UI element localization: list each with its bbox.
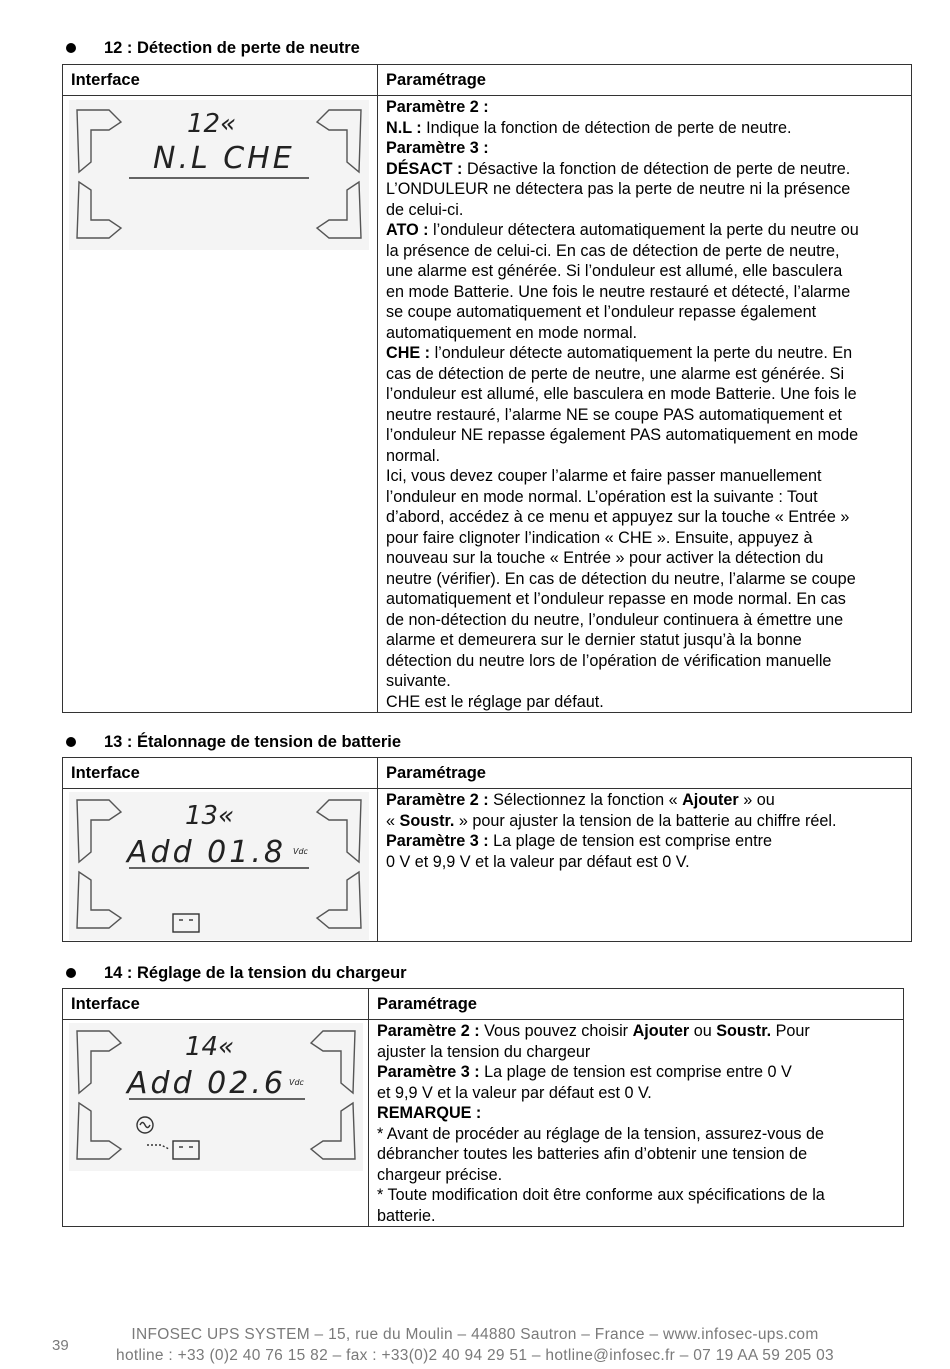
param-line [386, 651, 907, 672]
param-value: La plage de tension est comprise entre 0 V [479, 1063, 792, 1081]
param-value: se coupe automatiquement et l’onduleur repasse également [386, 303, 817, 321]
param-lines [386, 97, 907, 712]
param-line [386, 610, 907, 631]
lcd-unit: Vdc [293, 847, 308, 856]
col-header-parametrage: Paramétrage [369, 989, 904, 1020]
param-line [386, 384, 907, 405]
lcd-panel [63, 789, 378, 942]
param-value: chargeur précise. [377, 1165, 503, 1184]
param-line [377, 1021, 899, 1042]
param-line [386, 811, 907, 832]
param-line [386, 507, 907, 528]
param-value: Désactive la fonction de détection de perte de neutre. [462, 159, 851, 178]
param-value: ajuster la tension du chargeur [377, 1042, 591, 1061]
bullet-icon [66, 968, 76, 978]
param-label: Soustr. [399, 811, 455, 830]
param-value: automatiquement et l’onduleur repasse en mode normal. En cas [386, 590, 846, 608]
param-value: cas de détection de perte de neutre, une alarme est générée. Si [386, 364, 845, 383]
param-line [386, 343, 907, 364]
param-line [386, 405, 907, 426]
param-line [377, 1103, 899, 1124]
col-header-interface: Interface [63, 65, 378, 96]
param-value: « [386, 811, 400, 830]
param-line [386, 220, 907, 241]
param-text [369, 1020, 904, 1227]
param-value: L’ONDULEUR ne détectera pas la perte de neutre ni la présence [386, 180, 851, 198]
param-label: Ajouter [682, 791, 739, 809]
param-line [386, 446, 907, 467]
param-value: Ici, vous devez couper l’alarme et faire passer manuellement [386, 467, 822, 485]
param-line [386, 790, 907, 811]
param-line [386, 425, 907, 446]
param-value: * Toute modification doit être conforme aux spécifications de la [377, 1186, 825, 1204]
param-line [386, 97, 907, 118]
param-line [386, 282, 907, 303]
param-value: détection du neutre lors de l’opération de vérification manuelle [386, 651, 832, 670]
param-value: Vous pouvez choisir [479, 1022, 633, 1040]
lcd-code: 13« [185, 801, 235, 831]
param-label: Paramètre 2 : [386, 791, 489, 809]
lcd-code: 14« [185, 1032, 235, 1062]
param-label: Soustr. [716, 1022, 772, 1040]
param-value: automatiquement en mode normal. [386, 323, 638, 342]
param-label: DÉSACT : [386, 159, 463, 178]
param-value: une alarme est générée. Si l’onduleur est allumé, elle basculera [386, 262, 843, 280]
param-value: et 9,9 V et la valeur par défaut est 0 V. [377, 1083, 652, 1102]
param-line [386, 487, 907, 508]
param-line [377, 1042, 899, 1063]
param-label: Ajouter [632, 1022, 690, 1040]
param-line [386, 159, 907, 180]
param-label: ATO : [386, 221, 429, 239]
param-line [386, 466, 907, 487]
param-label: Paramètre 3 : [386, 832, 489, 850]
param-value: débrancher toutes les batteries afin d’obtenir une tension de [377, 1145, 808, 1163]
param-value: l’onduleur détecte automatiquement la perte du neutre. En [430, 344, 853, 362]
param-line [386, 852, 907, 873]
param-line [386, 548, 907, 569]
lcd-display-icon [69, 100, 369, 250]
param-line [386, 831, 907, 852]
param-line [386, 261, 907, 282]
col-header-interface: Interface [63, 989, 369, 1020]
lcd-unit: Vdc [289, 1078, 304, 1087]
param-label: Paramètre 2 : [386, 98, 489, 116]
param-label: Paramètre 3 : [377, 1063, 480, 1081]
section-title: 13 : Étalonnage de tension de batterie [104, 733, 402, 751]
param-line [377, 1062, 899, 1083]
param-value: 0 V et 9,9 V et la valeur par défaut est 0 V. [386, 852, 690, 871]
param-value: d’abord, accédez à ce menu et appuyez sur la touche « Entrée » [386, 508, 850, 526]
lcd-panel [63, 1020, 369, 1227]
param-line [386, 630, 907, 651]
param-value: Pour [771, 1022, 810, 1040]
param-value: La plage de tension est comprise entre [488, 832, 773, 850]
param-label: N.L : [386, 118, 422, 137]
settings-table [62, 988, 904, 1227]
param-value: l’onduleur en mode normal. L’opération est la suivante : Tout [386, 487, 818, 506]
bullet-icon [66, 43, 76, 53]
col-header-parametrage: Paramétrage [378, 758, 912, 789]
param-value: l’onduleur est allumé, elle basculera en mode Batterie. Une fois le [386, 385, 857, 403]
param-value: » pour ajuster la tension de la batterie au chiffre réel. [454, 811, 837, 830]
param-label: Paramètre 2 : [377, 1022, 480, 1040]
lcd-main: Add 01.8 [127, 835, 286, 870]
param-value: suivante. [386, 672, 451, 690]
param-line [377, 1124, 899, 1145]
param-line [386, 589, 907, 610]
param-value: de non-détection du neutre, l’onduleur continuera à émettre une [386, 610, 844, 629]
param-value: alarme et demeurera sur le dernier statut jusqu’à la bonne [386, 631, 802, 649]
col-header-parametrage: Paramétrage [378, 65, 912, 96]
param-value: neutre (vérifier). En cas de détection du neutre, l’alarme se coupe [386, 569, 856, 588]
param-line [386, 364, 907, 385]
col-header-interface: Interface [63, 758, 378, 789]
param-value: Indique la fonction de détection de perte de neutre. [421, 118, 792, 137]
param-value: nouveau sur la touche « Entrée » pour activer la détection du [386, 549, 824, 567]
section-title: 12 : Détection de perte de neutre [104, 39, 360, 57]
footer-contact: hotline : +33 (0)2 40 76 15 82 – fax : +33(0)2 40 94 29 51 – hotline@infosec.fr – 07 19 AA 59 205 03 [116, 1347, 834, 1364]
param-lines [386, 790, 907, 872]
param-value: la présence de celui-ci. En cas de détection de perte de neutre, [386, 241, 840, 260]
section-title: 14 : Réglage de la tension du chargeur [104, 964, 407, 982]
param-value: ou [689, 1022, 717, 1040]
param-line [386, 692, 907, 713]
param-line [386, 569, 907, 590]
param-value: l’onduleur détectera automatiquement la perte du neutre ou [428, 221, 859, 239]
param-value: neutre restauré, l’alarme NE se coupe PAS automatiquement et [386, 405, 842, 424]
settings-table [62, 757, 912, 942]
param-value: pour faire clignoter l’indication « CHE ». Ensuite, appuyez à [386, 528, 813, 547]
param-label: CHE : [386, 344, 431, 362]
lcd-main: Add 02.6 [127, 1066, 286, 1101]
param-value: Sélectionnez la fonction « [488, 791, 683, 809]
lcd-display-icon [69, 792, 369, 940]
lcd-panel [63, 96, 378, 713]
param-line [377, 1165, 899, 1186]
page-number: 39 [52, 1337, 69, 1354]
param-line [386, 200, 907, 221]
param-line [377, 1206, 899, 1227]
param-line [386, 302, 907, 323]
param-line [386, 138, 907, 159]
param-value: » ou [738, 791, 775, 809]
param-value: normal. [386, 446, 440, 465]
param-line [377, 1185, 899, 1206]
lcd-code: 12« [187, 109, 237, 139]
param-lines [377, 1021, 899, 1226]
param-line [386, 671, 907, 692]
lcd-display-icon [69, 1023, 363, 1171]
param-text [378, 96, 912, 713]
param-line [386, 179, 907, 200]
param-value: l’onduleur NE repasse également PAS automatiquement en mode [386, 426, 859, 444]
bullet-icon [66, 737, 76, 747]
param-text [378, 789, 912, 942]
param-value: de celui-ci. [386, 200, 464, 219]
param-label: REMARQUE : [377, 1104, 482, 1122]
param-line [386, 323, 907, 344]
param-line [386, 241, 907, 262]
settings-table [62, 64, 912, 713]
param-line [386, 528, 907, 549]
param-value: CHE est le réglage par défaut. [386, 692, 604, 711]
param-label: Paramètre 3 : [386, 139, 489, 157]
param-line [377, 1144, 899, 1165]
param-line [386, 118, 907, 139]
param-value: batterie. [377, 1206, 436, 1225]
lcd-main: N.L CHE [153, 141, 295, 176]
footer-address: INFOSEC UPS SYSTEM – 15, rue du Moulin – 44880 Sautron – France – www.infosec-ups.com [131, 1326, 819, 1343]
param-value: en mode Batterie. Une fois le neutre restauré et détecté, l’alarme [386, 282, 851, 301]
param-value: * Avant de procéder au réglage de la tension, assurez-vous de [377, 1124, 824, 1143]
param-line [377, 1083, 899, 1104]
